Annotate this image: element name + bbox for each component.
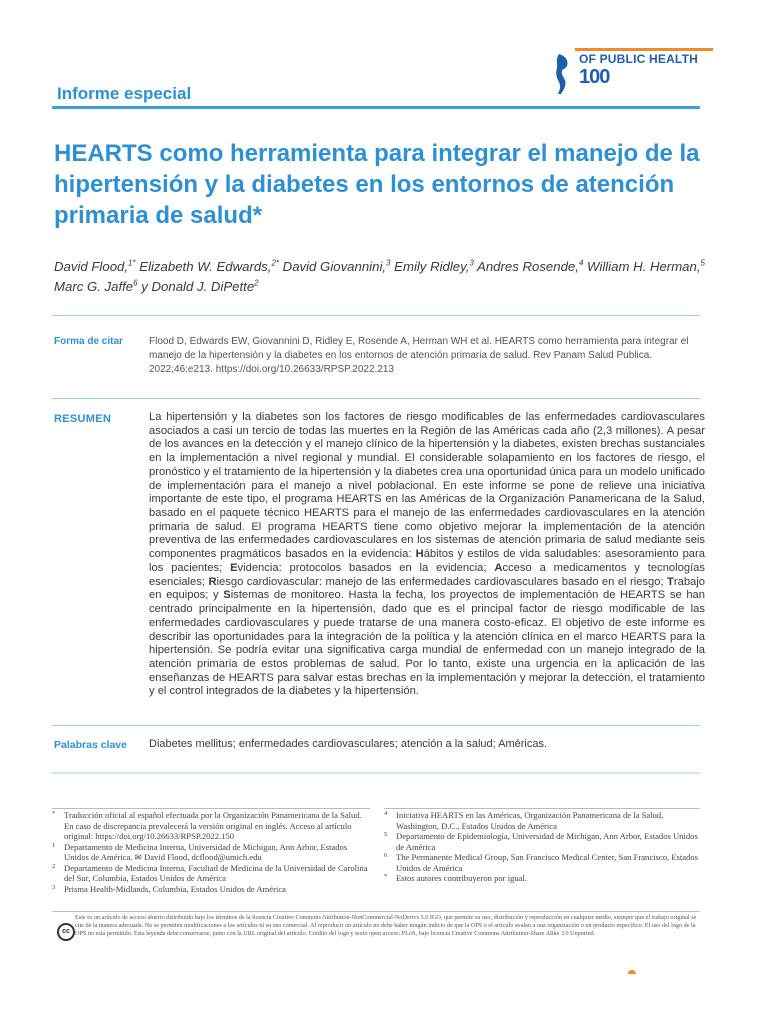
- author-affiliation: 1*: [128, 258, 136, 268]
- author-affiliation: 3: [469, 258, 474, 268]
- globe-icon: [553, 50, 577, 94]
- footnote-mark: 3: [52, 883, 56, 891]
- license-divider: [52, 911, 700, 912]
- resumen-part: cceso a medicamentos y tecnologías esenciales;: [149, 561, 705, 588]
- hearts-letter: A: [494, 561, 503, 574]
- author-affiliation: 4: [578, 258, 584, 268]
- section-label: Informe especial: [57, 84, 192, 103]
- author-affiliation: 2: [254, 278, 259, 288]
- footnote: [52, 842, 370, 863]
- resumen-part: videncia: protocolos basados en la evidencia;: [237, 561, 495, 574]
- author-affiliation: 5: [700, 258, 705, 268]
- footnote-text: Prisma Health-Midlands, Columbia, Estados Unidos de América: [64, 883, 286, 894]
- cite-divider: [52, 315, 700, 316]
- resumen-part: ábitos y estilos de vida saludables: asesoramiento para los pacientes;: [149, 548, 705, 574]
- footnote-mark: 6: [384, 852, 388, 859]
- footnote: [384, 810, 702, 831]
- page-marker: [628, 970, 636, 974]
- author-affiliation: 6: [133, 278, 138, 288]
- hearts-letter: R: [208, 575, 217, 588]
- footnote-text: Estos autores contribuyeron por igual.: [396, 873, 528, 883]
- resumen-label: RESUMEN: [54, 413, 112, 425]
- footnote-mark: 1: [52, 841, 56, 849]
- footnote-text: Iniciativa HEARTS en las Américas, Organización Panamericana de la Salud, Washington, D.C., Estados Unidos de América: [396, 810, 664, 831]
- cite-label: Forma de citar: [54, 336, 123, 347]
- author-affiliation: 3: [386, 258, 391, 268]
- author: Elizabeth W. Edwards,: [135, 259, 272, 274]
- resumen-part: iesgo cardiovascular: manejo de las enfermedades cardiovasculares basado en el riesgo;: [216, 575, 668, 588]
- keywords-text: Diabetes mellitus; enfermedades cardiovasculares; atención a la salud; Américas.: [149, 738, 548, 750]
- author: David Giovannini,: [279, 259, 387, 274]
- header-rule: [52, 106, 700, 109]
- resumen-part: rabajo en equipos; y: [149, 575, 705, 602]
- article-title: HEARTS como herramienta para integrar el manejo de la hipertensión y la diabetes en los entornos de atención primaria de salud*: [54, 140, 700, 229]
- hearts-letter: H: [415, 548, 424, 561]
- keywords-divider: [52, 725, 700, 726]
- footnote: [52, 863, 370, 884]
- author: David Flood,: [54, 259, 129, 274]
- author: William H. Herman,: [583, 259, 701, 274]
- footnote-mark: *: [52, 810, 56, 817]
- logo-top-bar: [575, 48, 713, 51]
- cite-text[interactable]: Flood D, Edwards EW, Giovannini D, Ridley E, Rosende A, Herman WH et al. HEARTS como herramienta para integrar el manejo de la hipertensión y la diabetes en los entornos de atención primaria de salud. Rev Panam Salud Publica. 2022;46:e213. https://doi.org/10.26633/RPSP.2022.213: [149, 336, 689, 375]
- creative-commons-icon[interactable]: cc: [57, 923, 75, 941]
- footnote: [384, 831, 702, 852]
- footnote-divider-left: [52, 808, 370, 809]
- footnote: [52, 884, 370, 895]
- author-list: [54, 257, 714, 297]
- license-text: Este es un artículo de acceso abierto distribuido bajo los términos de la licencia Creative Commons Attribution-NonCommercial-NoDerivs 3.0 IGO, que permite su uso, distribución y reproducción en cualquier medio, siempre que el trabajo original se cite de la manera adecuada. No se permiten modificaciones a los artículos ni su uso comercial. Al reproducir un artículo no debe haber ningún indicio de que la OPS o el artículo avalan a una organización o un producto específico. El uso del logo de la OPS no está permitido. Esta leyenda debe conservarse, junto con la URL original del artículo. Crédito del logo y texto open access: PLoS, bajo licencia Creative Commons Attribution-Share Alike 3.0 Unported.: [75, 914, 697, 937]
- resumen-part: istemas de monitoreo. Hasta la fecha, los proyectos de implementación de HEARTS se han centrado principalmente en la hipertensión, dado que es el principal factor de riesgo modificable de las enfermedades cardiovasculares y puede tratarse de una manera costo-eficaz. El objetivo de este informe es describir las oportunidades para la integración de la política y la atención clínica en el marco HEARTS para la hipertensión. Se podría evitar una significativa carga mundial de enfermedad con un manejo integrado de la atención primaria de estos problemas de salud. Por lo tanto, existe una urgencia en la aplicación de las enseñanzas de HEARTS para salvar estas brechas en la implementación y mejorar la detección, el tratamiento y el control integrados de la diabetes y la hipertensión.: [149, 589, 705, 698]
- author: y Donald J. DiPette: [137, 279, 255, 294]
- footnote-text[interactable]: Departamento de Medicina Interna, Universidad de Michigan, Ann Arbor, Estados Unidos de América. ✉ David Flood, dcflood@umich.edu: [64, 841, 348, 862]
- author: Marc G. Jaffe: [54, 279, 134, 294]
- author: Emily Ridley,: [390, 259, 470, 274]
- footnote-divider-right: [384, 808, 700, 809]
- journal-logo[interactable]: [553, 44, 713, 100]
- hearts-letter: E: [230, 561, 238, 574]
- resumen-divider: [52, 398, 700, 399]
- journal-name: OF PUBLIC HEALTH: [579, 52, 698, 66]
- keywords-bottom-divider: [52, 772, 700, 774]
- resumen-text: [149, 411, 705, 699]
- author: Andres Rosende,: [473, 259, 579, 274]
- footnote-text: The Permanente Medical Group, San Francisco Medical Center, San Francisco, Estados Unidos de América: [396, 852, 699, 873]
- footnotes-left: [52, 810, 370, 894]
- author-affiliation: 2*: [271, 258, 280, 268]
- hearts-letter: T: [667, 575, 674, 588]
- hearts-letter: S: [223, 589, 231, 602]
- footnote: [384, 852, 702, 873]
- footnotes-right: [384, 810, 702, 884]
- footnote-mark: *: [384, 873, 388, 880]
- footnote-mark: 4: [384, 810, 388, 817]
- footnote-text: Departamento de Medicina Interna, Facultad de Medicina de la Universidad de Carolina del Sur, Columbia, Estados Unidos de América: [64, 862, 368, 883]
- footnote: [384, 873, 702, 884]
- resumen-part: La hipertensión y la diabetes son los factores de riesgo modificables de las enfermedades cardiovasculares asociados a casi un tercio de todas las muertes en la Región de las Américas cada año (2,3 millones). A pesar de los avances en la detección y el manejo clínico de la hipertensión y la diabetes, existen brechas sustanciales en la implementación a nivel regional y mundial. El considerable solapamiento en los factores de riesgo, el pronóstico y el tratamiento de la hipertensión y la diabetes crea una oportunidad única para un modelo unificado de implementación para el manejo a nivel poblacional. En este informe se pone de relieve una iniciativa importante de este tipo, el programa HEARTS en las Américas de la Organización Panamericana de la Salud, basado en el paquete técnico HEARTS para el manejo de las enfermedades cardiovasculares en la atención primaria de salud. El programa HEARTS tiene como objetivo mejorar la implementación de la atención preventiva de las enfermedades cardiovasculares en los sistemas de atención primaria de salud mediante seis componentes pragmáticos basados en la evidencia:: [149, 411, 706, 561]
- footnote-text: Departamento de Epidemiología, Universidad de Michigan, Ann Arbor, Estados Unidos de América: [396, 831, 698, 852]
- footnote-mark: 5: [384, 831, 388, 838]
- centenary-mark: 100: [579, 66, 610, 88]
- keywords-label: Palabras clave: [54, 739, 127, 751]
- footnote-mark: 2: [52, 862, 56, 870]
- footnote-text[interactable]: Traducción oficial al español efectuada por la Organización Panamericana de la Salud. En caso de discrepancia prevalecerá la versión original en inglés. Acceso al artículo original: https://doi.org/10.26633/RPSP.2022.150: [64, 810, 362, 841]
- footnote: [52, 810, 370, 842]
